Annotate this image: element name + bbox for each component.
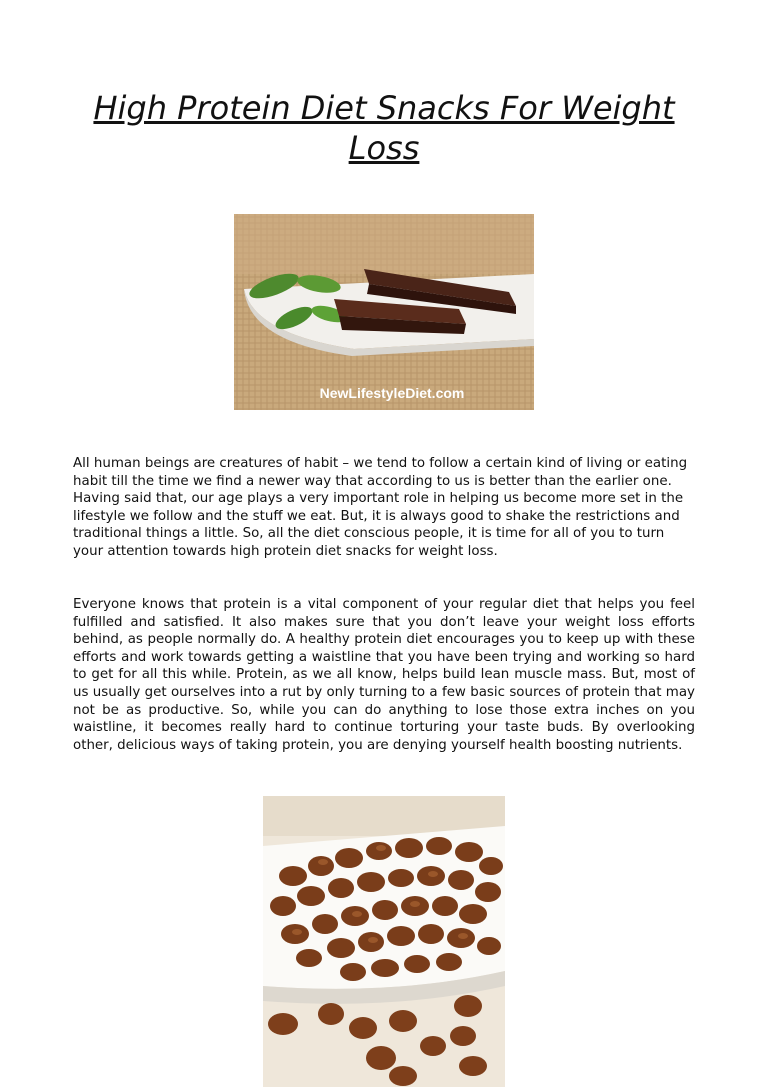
document-title: High Protein Diet Snacks For Weight Loss <box>93 89 675 167</box>
roasted-nuts-photo <box>263 796 505 1087</box>
body-paragraph-1: All human beings are creatures of habit – we tend to follow a certain kind of living or eating habit till the time we find a newer way that according to us is better than the earlier one. Having said that, our age plays a very important role in helping us become more set in the lifestyle we follow and the stuff we eat. But, it is always good to shake the restrictions and traditional things a little. So, all the diet conscious people, it is time for all of you to turn your attention towards high protein diet snacks for weight loss. <box>73 456 688 559</box>
protein-bar-photo <box>234 214 534 410</box>
body-paragraph-2: Everyone knows that protein is a vital component of your regular diet that helps you feel fulfilled and satisfied. It also makes sure that you don’t leave your weight loss efforts behind, as people normally do. A healthy protein diet encourages you to keep up with these efforts and work towards getting a waistline that you have been trying and working so hard to get for all this while. Protein, as we all know, helps build lean muscle mass. But, most of us usually get ourselves into a rut by only turning to a few basic sources of protein that may not be as productive. So, while you can do anything to lose those extra inches on you waistline, it becomes really hard to continue torturing your taste buds. By overlooking other, delicious ways of taking protein, you are denying yourself health boosting nutrients. <box>73 597 695 753</box>
watermark-text: NewLifestyleDiet.com <box>319 385 465 401</box>
